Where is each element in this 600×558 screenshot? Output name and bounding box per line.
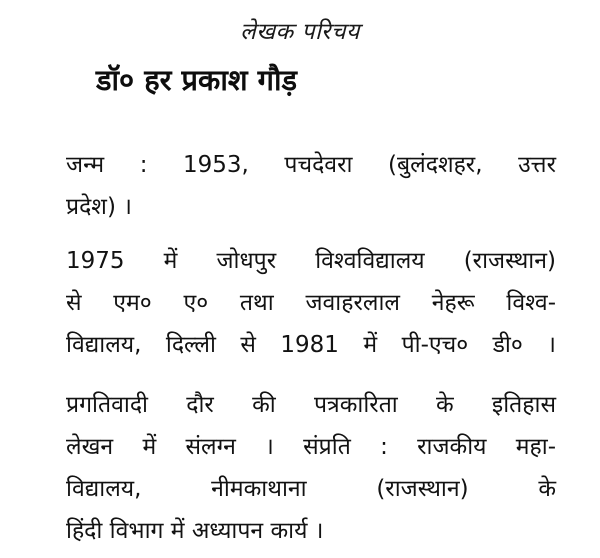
paragraph-line: जन्म : 1953, पचदेवरा (बुलंदशहर, उत्तर [66, 152, 556, 178]
career-paragraph [66, 384, 556, 552]
paragraph-line: प्रदेश) । [66, 194, 132, 220]
paragraph-line: से एम० ए० तथा जवाहरलाल नेहरू विश्व- [66, 290, 556, 316]
paragraph-line: विद्यालय, नीमकाथाना (राजस्थान) के [66, 476, 556, 502]
paragraph-line: प्रगतिवादी दौर की पत्रकारिता के इतिहास [66, 392, 556, 418]
author-name: डॉ० हर प्रकाश गौड़ [96, 63, 298, 97]
paragraph-line: विद्यालय, दिल्ली से 1981 में पी-एच० डी० । [66, 332, 556, 358]
birth-paragraph [66, 144, 556, 228]
paragraph-line: लेखन में संलग्न । संप्रति : राजकीय महा- [66, 434, 556, 460]
paragraph-line: 1975 में जोधपुर विश्वविद्यालय (राजस्थान) [66, 248, 556, 274]
education-paragraph [66, 240, 556, 366]
paragraph-line: हिंदी विभाग में अध्यापन कार्य । [66, 518, 324, 544]
section-heading: लेखक परिचय [240, 19, 360, 45]
